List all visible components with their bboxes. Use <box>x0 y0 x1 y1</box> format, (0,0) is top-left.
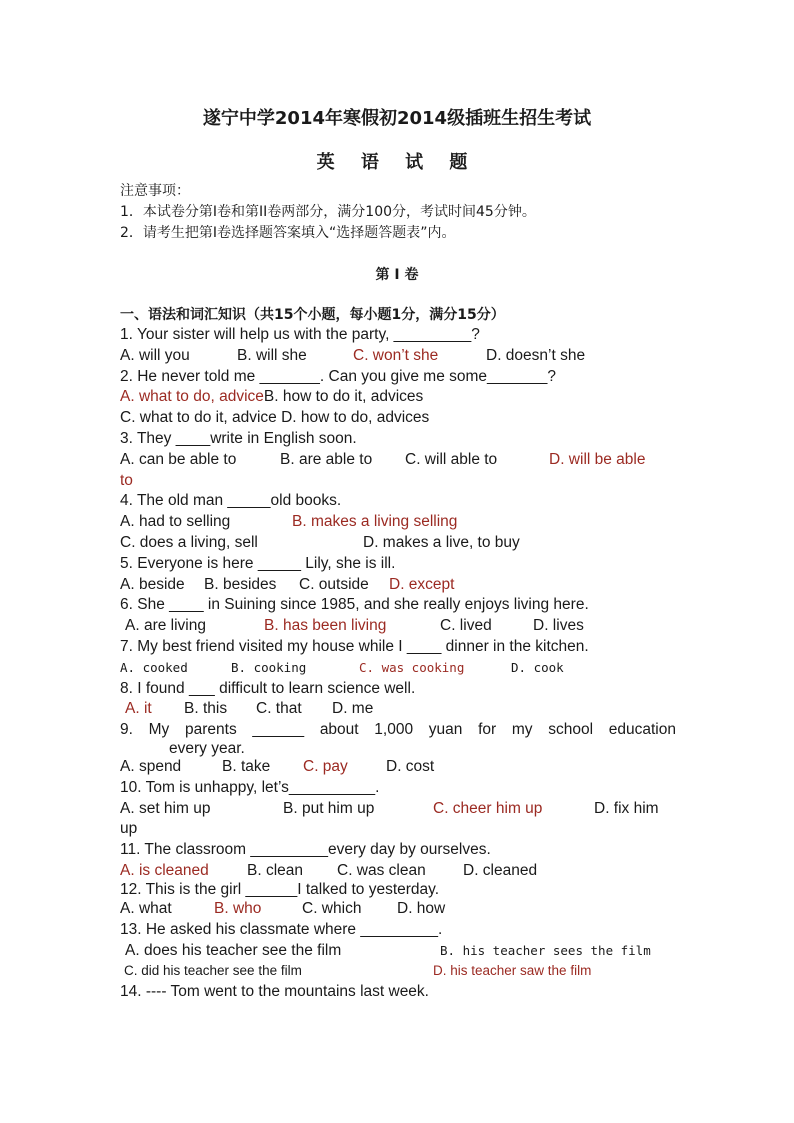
option-d-answer: D. his teacher saw the film <box>433 963 592 979</box>
option-d: D. lives <box>533 617 584 635</box>
questions-list <box>120 325 680 1003</box>
option-d: D. how <box>397 899 446 917</box>
question-9-stem: 9. My parents ______ about 1,000 yuan for my school education <box>120 721 676 739</box>
option-d: D. cleaned <box>463 861 538 879</box>
option-c: C. that <box>256 700 302 718</box>
option-a: A. spend <box>120 757 182 775</box>
option-a: A. cooked <box>120 659 188 675</box>
option-c: C. will able to <box>405 450 498 468</box>
question-6-options <box>120 616 680 637</box>
option-c-answer: C. won’t she <box>353 346 439 364</box>
question-10-options <box>120 799 680 820</box>
option-b-answer: B. makes a living selling <box>292 513 458 531</box>
option-d-answer: D. except <box>389 575 455 593</box>
question-3-options <box>120 450 680 471</box>
option-b: B. are able to <box>280 450 373 468</box>
question-4-options-cd <box>120 533 680 554</box>
option-c: C. was clean <box>337 861 426 879</box>
option-d: D. cook <box>511 659 564 675</box>
question-7-stem: 7. My best friend visited my house while I ____ dinner in the kitchen. <box>120 637 589 655</box>
option-b: B. will she <box>237 346 307 364</box>
option-a-answer: A. what to do, advice <box>120 388 264 406</box>
option-c-answer: C. cheer him up <box>433 799 543 817</box>
notes-item-1: 1．本试卷分第I卷和第II卷两部分，满分100分，考试时间45分钟。 <box>120 204 536 220</box>
option-a: A. are living <box>125 617 206 635</box>
question-11-options <box>120 861 680 880</box>
option-a-answer: A. it <box>125 700 152 718</box>
option-c: C. lived <box>440 617 492 635</box>
option-b: B. put him up <box>283 799 375 817</box>
option-c-answer: C. was cooking <box>359 659 465 675</box>
part-heading: 一、语法和词汇知识（共15个小题，每小题1分，满分15分） <box>120 307 505 323</box>
option-a-answer: A. is cleaned <box>120 861 209 879</box>
question-1-options <box>120 346 680 367</box>
option-d: D. cost <box>386 757 435 775</box>
exam-title: 遂宁中学2014年寒假初2014级插班生招生考试 <box>202 108 592 129</box>
option-d: D. doesn’t she <box>486 346 586 364</box>
question-14-stem: 14. ---- Tom went to the mountains last week. <box>120 983 429 1001</box>
option-d-continued: up <box>120 820 138 838</box>
question-13-options-cd <box>120 961 680 982</box>
option-d-answer-continued: to <box>120 471 133 489</box>
question-2-stem: 2. He never told me _______. Can you give me some_______? <box>120 367 557 385</box>
option-a: A. will you <box>120 346 190 364</box>
question-2-options-cd: C. what to do it, advice D. how to do, advices <box>120 409 430 427</box>
question-8-options <box>120 699 680 720</box>
option-b: B. this <box>184 700 228 718</box>
question-6-stem: 6. She ____ in Suining since 1985, and she really enjoys living here. <box>120 596 589 614</box>
question-9-options <box>120 757 680 778</box>
option-c-answer: C. pay <box>303 757 348 775</box>
question-10-stem: 10. Tom is unhappy, let’s__________. <box>120 778 380 796</box>
option-b: B. take <box>222 757 271 775</box>
question-2-options-ab <box>120 387 680 408</box>
option-a: A. beside <box>120 575 185 593</box>
question-5-options <box>120 575 680 596</box>
option-a: A. can be able to <box>120 450 237 468</box>
option-c: C. outside <box>299 575 369 593</box>
question-5-stem: 5. Everyone is here _____ Lily, she is ill. <box>120 554 396 572</box>
question-7-options <box>120 658 680 679</box>
option-c: C. which <box>302 899 362 917</box>
question-11-stem: 11. The classroom _________every day by ourselves. <box>120 841 491 859</box>
notes-heading: 注意事项： <box>120 183 190 199</box>
option-c: C. does a living, sell <box>120 533 258 551</box>
section-heading: 第 I 卷 <box>375 267 419 283</box>
question-3-stem: 3. They ____write in English soon. <box>120 429 357 447</box>
notes-item-2: 2．请考生把第I卷选择题答案填入“选择题答题表”内。 <box>120 225 456 241</box>
option-b: B. how to do it, advices <box>263 388 424 406</box>
exam-subtitle: 英 语 试 题 <box>316 152 478 173</box>
option-b-answer: B. who <box>214 899 262 917</box>
question-9-stem-continued: every year. <box>169 739 245 757</box>
question-4-stem: 4. The old man _____old books. <box>120 492 342 510</box>
option-a: A. had to selling <box>120 513 231 531</box>
option-a: A. set him up <box>120 799 211 817</box>
option-c: C. did his teacher see the film <box>124 963 302 979</box>
option-b: B. besides <box>204 575 277 593</box>
notes-block <box>120 181 536 244</box>
option-d: D. fix him <box>594 799 659 817</box>
option-b: B. cooking <box>231 659 307 675</box>
question-8-stem: 8. I found ___ difficult to learn science well. <box>120 679 416 697</box>
question-4-options-ab <box>120 512 680 533</box>
question-13-options-ab <box>120 941 680 962</box>
question-1-stem: 1. Your sister will help us with the party, _________? <box>120 326 480 343</box>
question-13-stem: 13. He asked his classmate where _________. <box>120 920 443 938</box>
option-a: A. what <box>120 899 172 917</box>
option-b: B. his teacher sees the film <box>440 942 651 958</box>
option-a: A. does his teacher see the film <box>125 941 342 959</box>
option-d: D. me <box>332 700 374 718</box>
option-b: B. clean <box>247 861 304 879</box>
question-12-stem: 12. This is the girl ______I talked to yesterday. <box>120 880 440 898</box>
option-b-answer: B. has been living <box>264 617 387 635</box>
option-d: D. makes a live, to buy <box>363 533 520 551</box>
option-d-answer: D. will be able <box>549 450 646 468</box>
question-12-options <box>120 899 680 920</box>
